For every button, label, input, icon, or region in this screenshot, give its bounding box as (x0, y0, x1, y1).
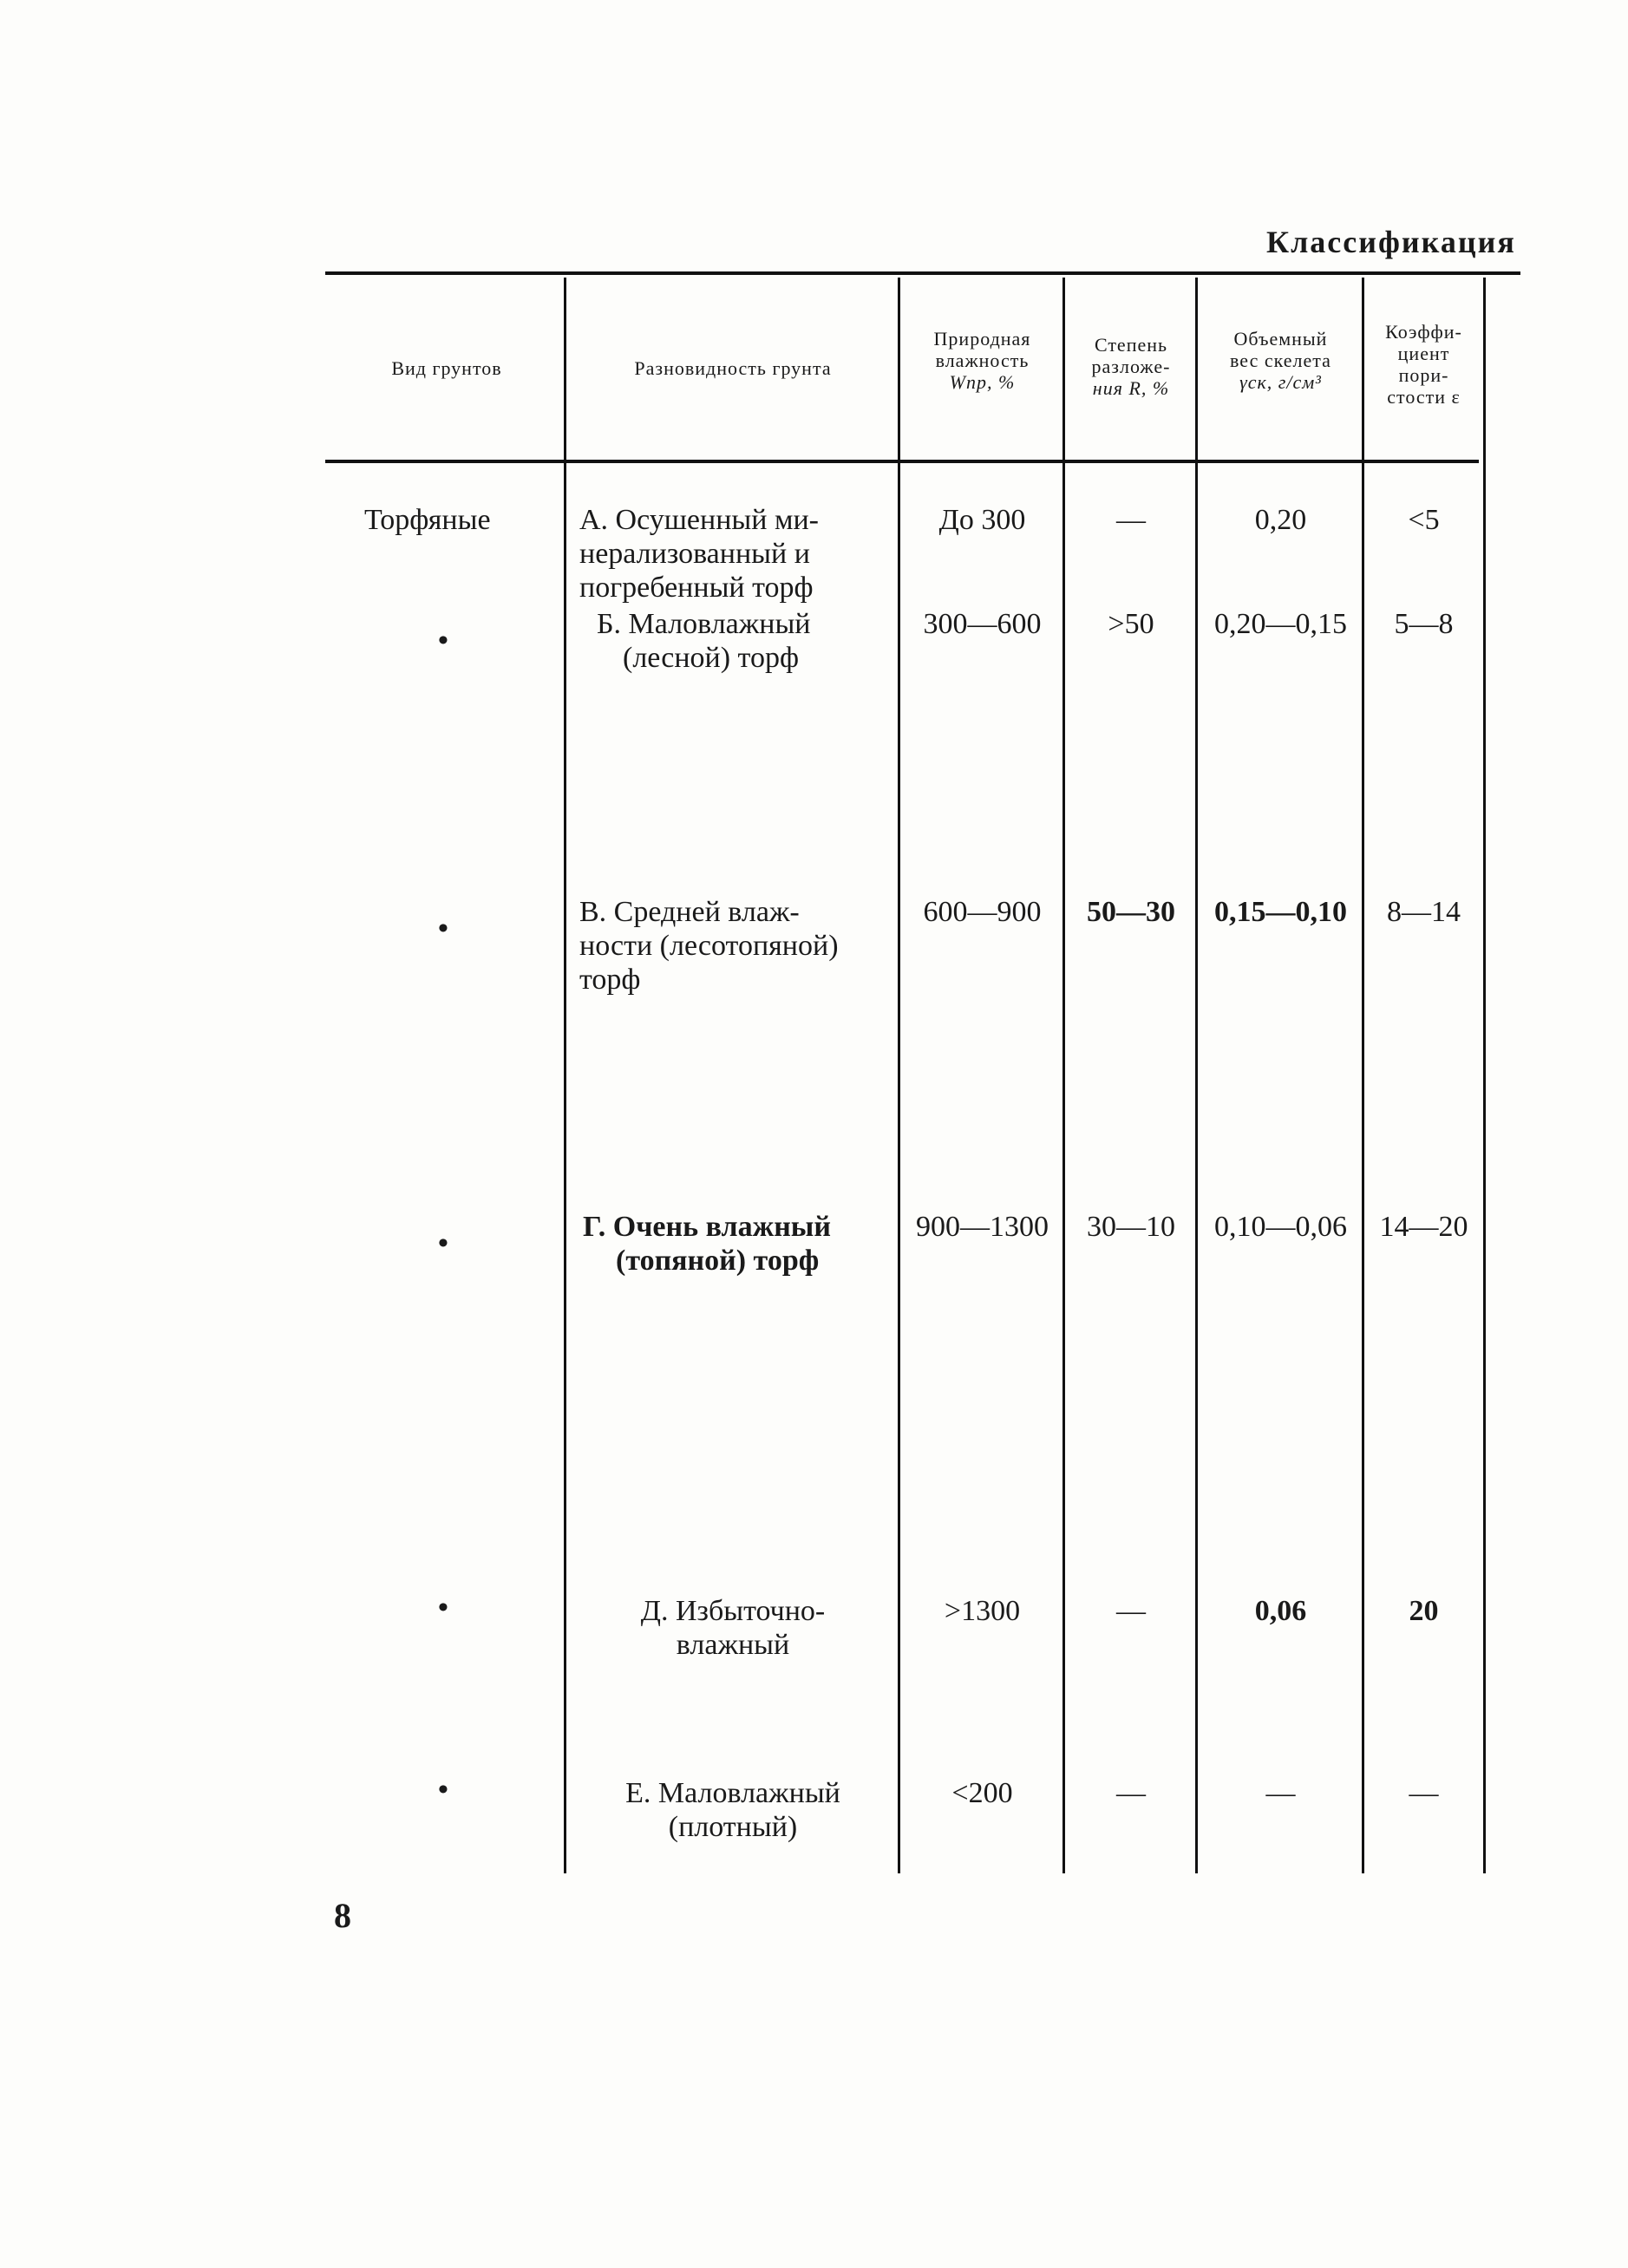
table-row-e-decomposition: — (1116, 1595, 1146, 1627)
table-row-e-porosity: 20 (1409, 1595, 1439, 1627)
table-row-f-moisture: <200 (951, 1777, 1013, 1809)
table-row-f-soil-type: • (438, 1774, 448, 1806)
table-row-e-bulk-weight: 0,06 (1254, 1595, 1307, 1627)
col-divider-4 (1195, 278, 1198, 1873)
table-row-c-variety: В. Средней влаж- ности (лесотопяной) торф (579, 896, 839, 996)
col-divider-1 (564, 278, 566, 1873)
table-row-c-decomposition: 50—30 (1087, 896, 1175, 928)
header-variety: Разновидность грунта (634, 357, 832, 379)
table-row-e-soil-type: • (438, 1592, 448, 1624)
table-row-b-variety: Б. Маловлажный (лесной) торф (597, 608, 811, 674)
table-row-c-soil-type: • (438, 912, 448, 944)
table-row-b-decomposition: >50 (1108, 608, 1154, 640)
page-number: 8 (334, 1896, 351, 1935)
table-row-c-moisture: 600—900 (923, 896, 1042, 928)
table-row-c-porosity: 8—14 (1387, 896, 1461, 928)
table-row-a-bulk-weight: 0,20 (1254, 504, 1307, 536)
table-row-a-soil-type: Торфяные (364, 504, 491, 536)
table-row-b-bulk-weight: 0,20—0,15 (1214, 608, 1347, 640)
header-bulk-weight: Объемный вес скелета γск, г/см³ (1230, 328, 1331, 393)
table-row-b-soil-type: • (438, 624, 448, 657)
table-row-b-porosity: 5—8 (1394, 608, 1454, 640)
top-rule (325, 271, 1520, 275)
table-row-f-bulk-weight: — (1265, 1777, 1296, 1809)
table-row-b-moisture: 300—600 (923, 608, 1042, 640)
table-row-e-variety: Д. Избыточно- влажный (640, 1595, 826, 1661)
table-row-f-decomposition: — (1116, 1777, 1146, 1809)
header-moisture: Природная влажность Wпр, % (933, 328, 1031, 393)
header-porosity: Коэффи- циент пори- стости ε (1385, 321, 1462, 408)
table-row-f-porosity: — (1409, 1777, 1439, 1809)
table-row-f-variety: Е. Маловлажный (плотный) (625, 1777, 840, 1843)
header-bottom-rule (325, 460, 1479, 463)
col-divider-2 (898, 278, 900, 1873)
table-row-a-moisture: До 300 (938, 504, 1026, 536)
table-row-d-porosity: 14—20 (1379, 1211, 1468, 1243)
table-row-d-bulk-weight: 0,10—0,06 (1214, 1211, 1347, 1243)
table-row-a-porosity: <5 (1408, 504, 1440, 536)
header-soil-type: Вид грунтов (391, 357, 502, 379)
table-row-d-moisture: 900—1300 (916, 1211, 1049, 1243)
col-divider-3 (1062, 278, 1065, 1873)
table-row-d-soil-type: • (438, 1227, 448, 1259)
header-decomposition: Степень разложе- ния R, % (1091, 334, 1171, 399)
table-row-d-decomposition: 30—10 (1087, 1211, 1175, 1243)
table-row-d-variety: Г. Очень влажный (топяной) торф (583, 1211, 831, 1277)
table-title: Классификация (1266, 225, 1516, 259)
table-row-a-variety: А. Осушенный ми- нерализованный и погребенный торф (579, 504, 819, 604)
table-row-c-bulk-weight: 0,15—0,10 (1214, 896, 1347, 928)
table-row-e-moisture: >1300 (944, 1595, 1021, 1627)
table-row-a-decomposition: — (1116, 504, 1146, 536)
col-divider-right (1483, 278, 1486, 1873)
